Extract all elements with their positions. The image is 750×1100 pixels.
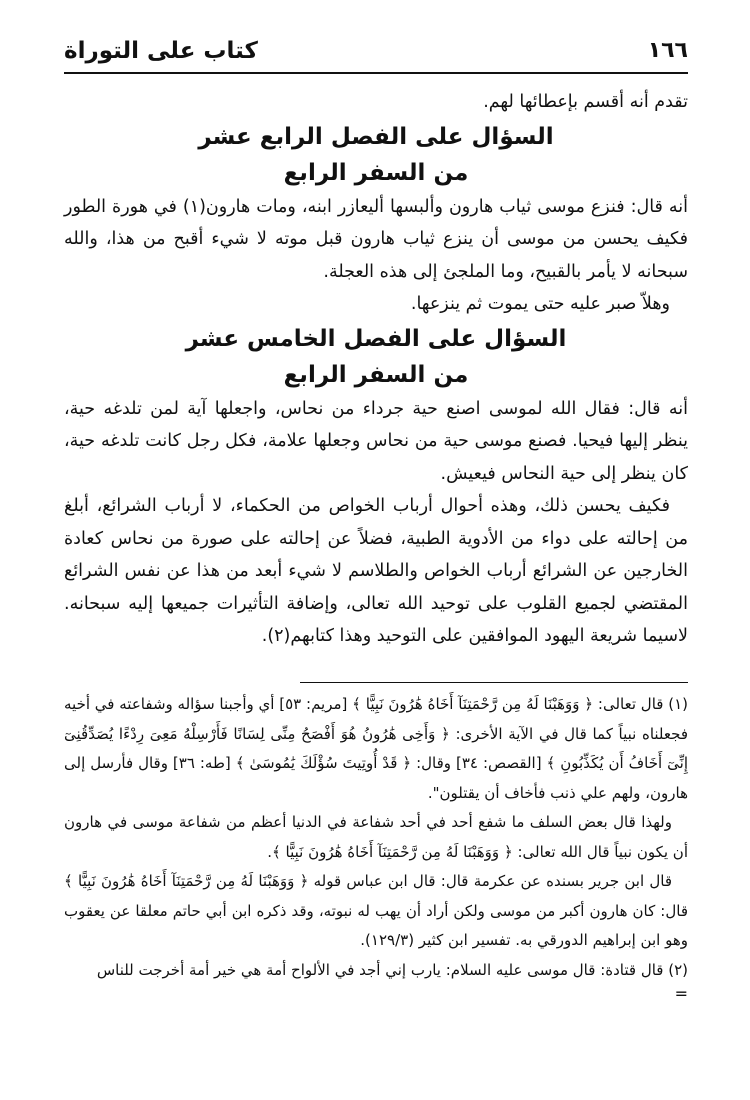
footnote-divider — [300, 682, 688, 683]
section-subheading-14: من السفر الرابع — [283, 159, 469, 186]
footnote-1-continued: ولهذا قال بعض السلف ما شفع أحد في أحد شفاعة في الدنيا أعظم من شفاعة موسى في هارون أن يكون نبياً قال الله تعالى: ﴿ وَوَهَبْنَا لَهُ مِن رَّحْمَتِنَآ أَخَاهُ هَٰرُونَ نَبِيًّا ﴾. — [64, 813, 688, 861]
footnote-1-continued: قال ابن جرير بسنده عن عكرمة قال: قال ابن عباس قوله ﴿ وَوَهَبْنَا لَهُ مِن رَّحْمَتِنَآ أَخَاهُ هَٰرُونَ نَبِيًّا ﴾ قال: كان هارون أكبر من موسى ولكن أراد أن يهب له نبوته، وقد ذكره ابن أبي حاتم معلقا عن يعقوب وهو ابن إبراهيم الدورقي به. تفسير ابن كثير (١٢٩/٣). — [64, 872, 688, 949]
footnote-1: (١) قال تعالى: ﴿ وَوَهَبْنَا لَهُ مِن رَّحْمَتِنَآ أَخَاهُ هَٰرُونَ نَبِيًّا ﴾ [مريم: ٥٣] أي وأجبنا سؤاله وشفاعته في أخيه فجعلناه نبياً كما قال في الآية الأخرى: ﴿ وَأَخِى هَٰرُونُ هُوَ أَفْصَحُ مِنِّى لِسَانًا فَأَرْسِلْهُ مَعِىَ رِدْءًا يُصَدِّقُنِىٓ إِنِّىٓ أَخَافُ أَن يُكَذِّبُونِ ﴾ [القصص: ٣٤] وقال: ﴿ قَدْ أُوتِيتَ سُؤْلَكَ يَٰمُوسَىٰ ﴾ [طه: ٣٦] وقال فأرسل إلى هارون، ولهم علي ذنب فأخاف أن يقتلون". — [64, 695, 688, 802]
continuation-mark: = — [674, 984, 688, 1003]
paragraph: أنه قال: فنزع موسى ثياب هارون وألبسها أليعازر ابنه، ومات هارون(١) في هورة الطور فكيف يحسن من موسى أن ينزع ثياب هارون قبل موته لا شيء أقبح من هذا، والله سبحانه لا يأمر بالقبيح، وما الملجئ إلى هذه العجلة. — [64, 196, 688, 282]
paragraph: فكيف يحسن ذلك، وهذه أحوال أرباب الخواص من الحكماء، لا أرباب الشرائع، أبلغ من إحالته على دواء من الأدوية الطبية، فضلاً عن إحالته على صورة من نحاس كعادة الخارجين عن الشرائع أرباب الخواص والطلاسم لا شيء أبعد من هذا عن نفس الشرائع المقتضي لجميع القلوب على توحيد الله تعالى، وإضافة التأثيرات جميعها إليه سبحانه. لاسيما شريعة اليهود الموافقين على التوحيد وهذا كتابهم(٢). — [64, 496, 688, 646]
paragraph: أنه قال: فقال الله لموسى اصنع حية جرداء من نحاس، واجعلها آية لمن تلدغه حية، ينظر إليها فيحيا. فصنع موسى حية من نحاس وجعلها علامة، فكل رجل كانت تلدغه حية، كان ينظر إلى حية النحاس فيعيش. — [64, 398, 688, 484]
page-number: ١٦٦ — [647, 38, 688, 63]
section-subheading-15: من السفر الرابع — [283, 361, 469, 388]
intro-line: تقدم أنه أقسم بإعطائها لهم. — [483, 92, 688, 112]
footnotes — [64, 690, 688, 1003]
footnote-2: (٢) قال قتادة: قال موسى عليه السلام: يارب إني أجد في الألواح أمة هي خير أمة أخرجت للناس — [96, 960, 688, 979]
section-heading-14: السؤال على الفصل الرابع عشر — [198, 123, 554, 150]
header-divider — [64, 72, 688, 74]
paragraph: وهلاّ صبر عليه حتى يموت ثم ينزعها. — [410, 294, 670, 314]
section-heading-15: السؤال على الفصل الخامس عشر — [185, 325, 567, 352]
page-header — [64, 38, 688, 72]
running-title: كتاب على التوراة — [64, 38, 258, 64]
main-text — [64, 86, 688, 653]
